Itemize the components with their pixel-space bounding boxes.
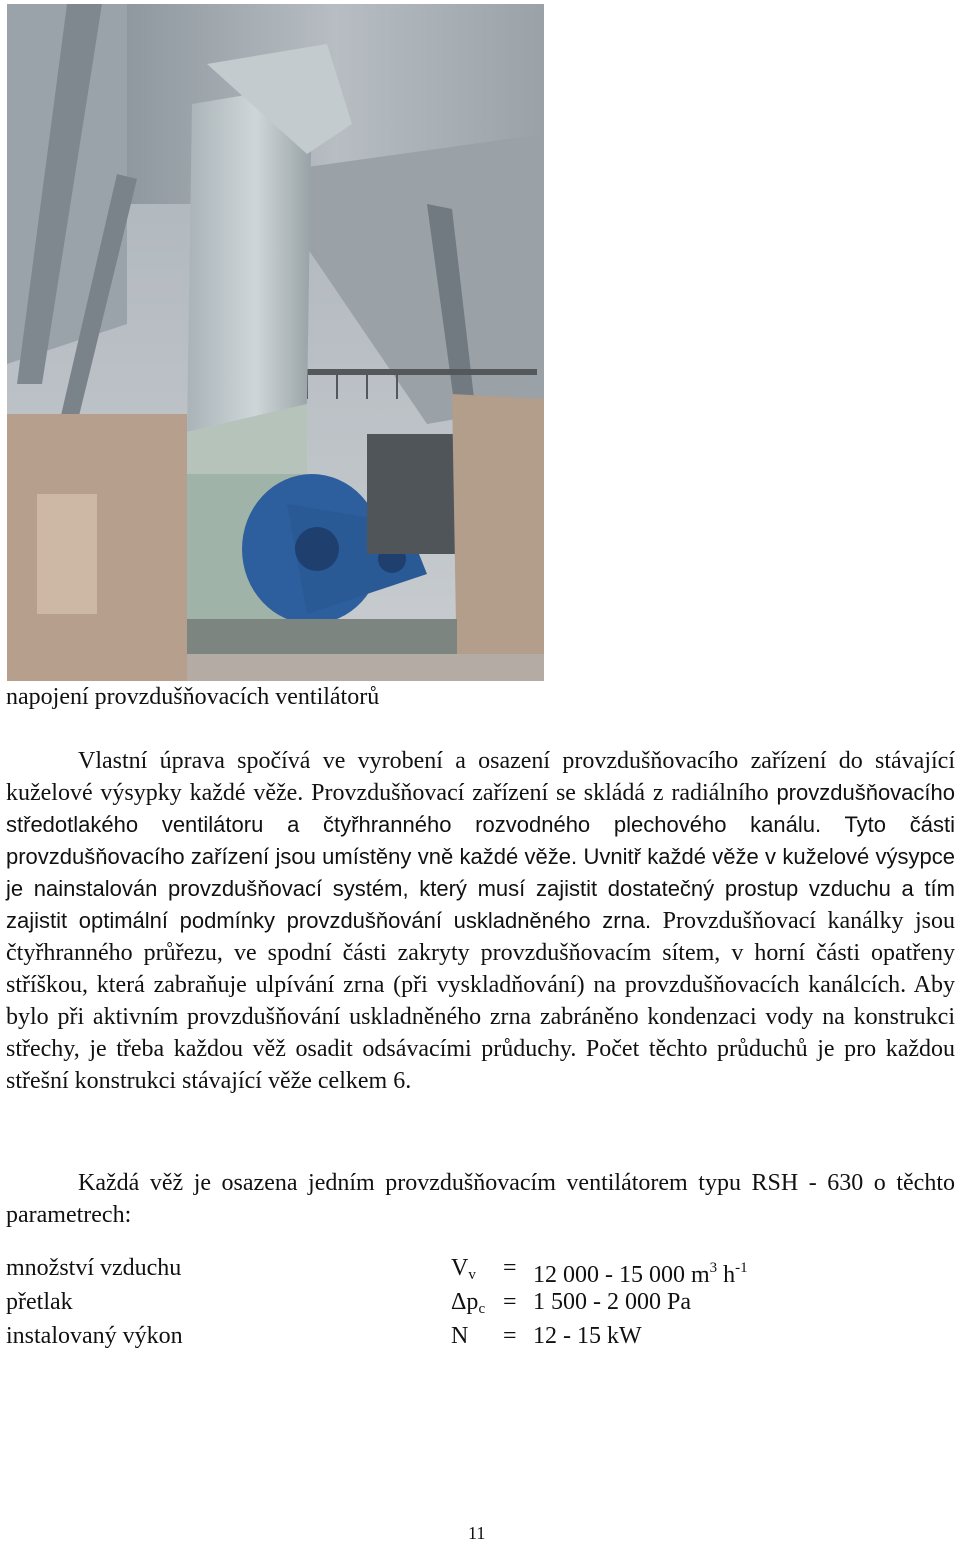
paragraph-2-text: Každá věž je osazena jedním provzdušňovacím ventilátorem typu RSH - 630 o těchto parametrech: [6,1170,955,1228]
parameter-label: přetlak [6,1289,73,1315]
equals-sign: = [503,1323,517,1349]
paragraph-1 [6,745,955,1097]
paragraph-1-tail: Provzdušňovací kanálky jsou čtyřhranného průřezu, ve spodní části zakryty provzdušňovacím sítem, v horní části opatřeny stříškou, která zabraňuje ulpívání zrna (při vyskladňování) na provzdušňovacích kanálcích. Aby bylo při aktivním provzdušňování uskladněného zrna zabráněno kondenzaci vody na konstrukci střechy, je třeba každou věž osadit odsávacími průduchy. Počet těchto průduchů je pro každou střešní konstrukci stávající věže celkem 6. [6,908,955,1094]
figure-caption: napojení provzdušňovacích ventilátorů [6,684,380,710]
parameter-symbol: N [451,1323,469,1349]
equals-sign: = [503,1289,517,1315]
parameter-symbol: $V_v$ [451,1255,476,1283]
parameter-label: instalovaný výkon [6,1323,183,1349]
equals-sign: = [503,1255,517,1281]
parameter-symbol: $\Delta p_c$ [451,1289,486,1317]
parameter-row [6,1251,906,1288]
parameter-label: množství vzduchu [6,1255,182,1281]
parameter-value: 1 500 - 2 000 Pa [533,1289,691,1315]
paragraph-1-sans-part: provzdušňovacího středotlakého ventilátoru a čtyřhranného rozvodného plechového kanálu. Tyto části provzdušňovacího zařízení jsou umístěny vně každé věže. Uvnitř každé věže v kuželové výsypce je nainstalován provzdušňovací systém, který musí zajistit dostatečný prostup vzduchu a tím zajistit optimální podmínky provzdušňování uskladněného zrna. [6,780,955,933]
paragraph-2 [6,1167,955,1231]
parameter-row [6,1285,906,1319]
page-number: 11 [468,1523,486,1543]
parameter-value: 12 000 - 15 000 $m^3$ $h^{-1}$ [533,1260,748,1288]
paragraph-1-lead: Vlastní úprava spočívá ve vyrobení a osazení provzdušňovacího zařízení do stávající kuželové výsypky každé věže. Provzdušňovací zařízení se skládá z radiálního [6,748,955,806]
parameter-row [6,1319,906,1353]
parameter-table [6,1251,906,1353]
aeration-fan-photo [7,4,544,681]
parameter-value: 12 - 15 kW [533,1323,642,1349]
